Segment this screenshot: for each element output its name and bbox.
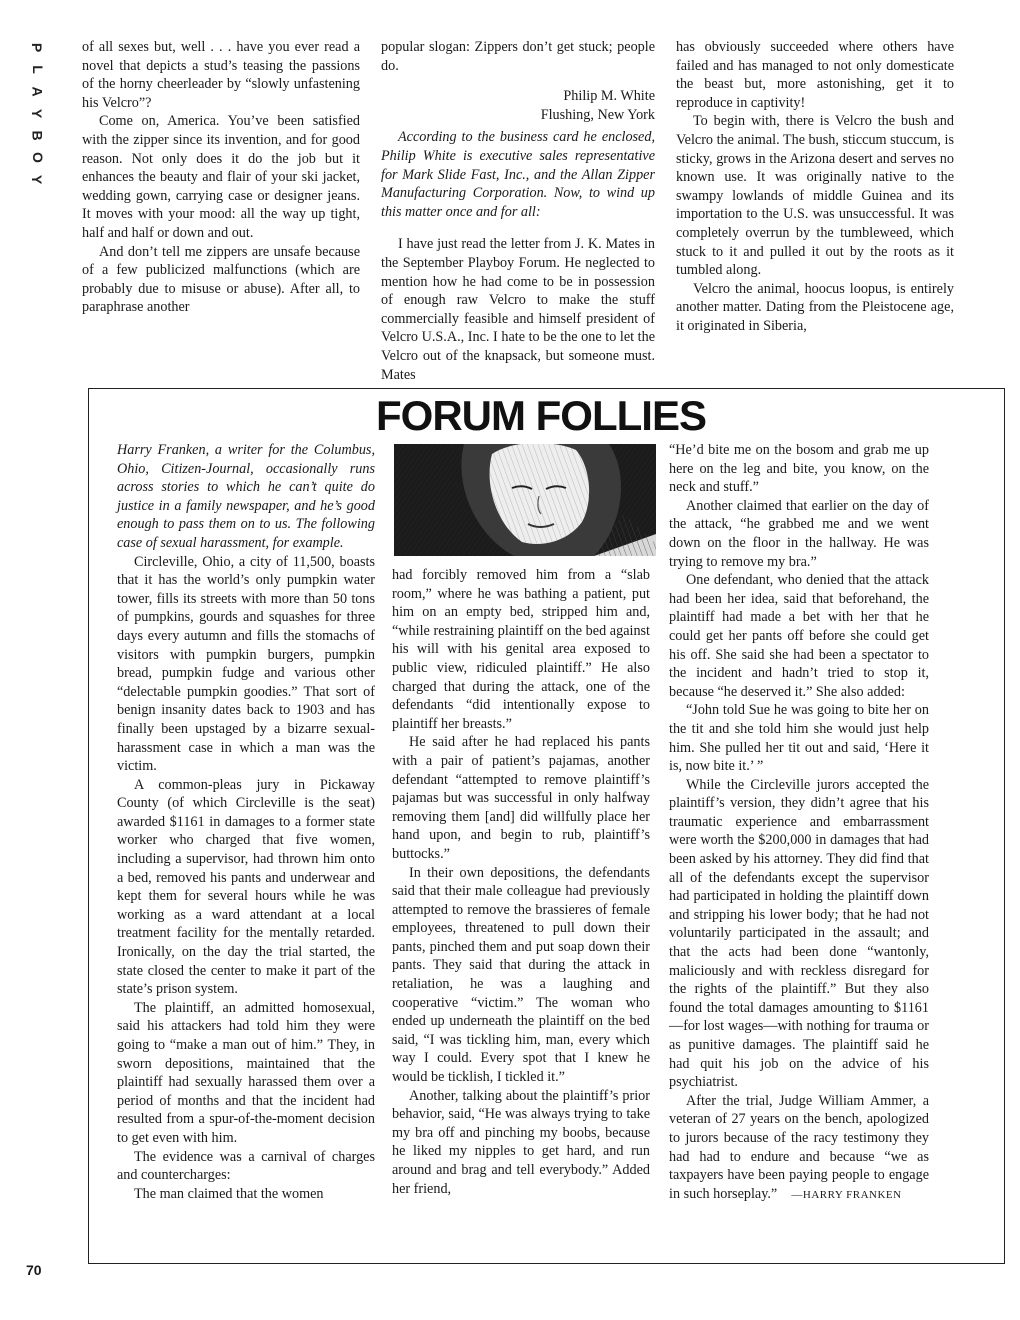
editor-note: According to the business card he enclosed, Philip White is executive sales representative for Mark Slide Fast, Inc., and the Allan Zipper Manufacturing Corporation. Now, to wind up this matter once and for all:	[381, 129, 655, 220]
paragraph: One defendant, who denied that the attack had been her idea, said that beforehand, the plaintiff had made a bet with her that he could get her pants off before she could get his off. She said she had been a spectator to the incident and hadn’t tried to stop it, because “he deserved it.” She also added:	[669, 572, 929, 700]
woman-illustration	[394, 444, 656, 556]
paragraph: A common-pleas jury in Pickaway County (of which Circleville is the seat) awarded $1161 in damages to a former state worker who charged that five women, including a supervisor, had thrown him onto a bed, removed his pants and underwear and kept them for several hours while he was working as a ward attendant at a local treatment facility for the mentally retarded. Ironically, on the day the trial started, the state closed the center to make it part of the state’s prison system.	[117, 776, 375, 998]
paragraph: To begin with, there is Velcro the bush and Velcro the animal. The bush, sticcum stuccum, is sticky, grows in the Arizona desert and serves no known use. It was originally native to the swampy lowlands of middle Guinea and its importation to the U.S. was unsuccessful. It was completely overrun by the tumbleweed, which stuck to it and pulled it out by the roots as it tumbled along.	[676, 113, 954, 279]
magazine-letter: L	[29, 65, 46, 74]
paragraph-text: After the trial, Judge William Ammer, a veteran of 27 years on the bench, apologized to jurors because of the racy testimony they had had to endure and because “we as taxpayers have been paying people to engage in such horseplay.”	[669, 1092, 929, 1202]
paragraph: Another claimed that earlier on the day of the attack, “he grabbed me and we went down on the floor in the hallway. He was trying to remove my bra.”	[669, 497, 929, 570]
page-number: 70	[26, 1262, 42, 1278]
paragraph	[669, 1092, 929, 1205]
paragraph: had forcibly removed him from a “slab room,” where he was bathing a patient, put him on an empty bed, stripped him and, “while restraining plaintiff on the bed against his will with his genital area exposed to public view, ridiculed plaintiff.” He also charged that during the attack, one of the defendants “did intentionally expose to plaintiff her breasts.”	[392, 567, 650, 732]
paragraph: In their own depositions, the defendants said that their male colleague had previously attempted to remove the brassieres of female employees, threatened to pull down their pants, pinched them and put soap down their pants. They said that during the attack in retaliation, he was a laughing and cooperative “victim.” The woman who ended up underneath the plaintiff on the bed said, “I was tickling him, man, every which way I could. Every spot that I knew he would be ticklish, I tickled it.”	[392, 864, 650, 1086]
magazine-letter: Y	[29, 108, 46, 119]
signature-place: Flushing, New York	[540, 106, 655, 123]
signature-name: Philip M. White	[563, 88, 655, 105]
paragraph: He said after he had replaced his pants with a pair of patient’s pajamas, another defendant “attempted to remove plaintiff’s pajamas but was successful in only halfway removing them [and] did willfully place her hand upon, and begin to rub, plaintiff’s buttocks.”	[392, 734, 650, 862]
magazine-letter: Y	[29, 174, 46, 185]
paragraph: Come on, America. You’ve been satisfied with the zipper since its invention, and for good reason. Not only does it do the job but it enhances the beauty and flair of your ski jacket, wedding gown, carrying case or designer jeans. It moves with your mood: all the way up tight, half and half or down and out.	[82, 113, 360, 241]
paragraph: And don’t tell me zippers are unsafe because of a few publicized malfunctions (which are probably due to misuse or abuse). After all, to paraphrase another	[82, 243, 360, 316]
paragraph: Another, talking about the plaintiff’s prior behavior, said, “He was always trying to take my bra off and pinching my boobs, because he liked my nipples to get hard, and run around and brag and tell everybody.” Added her friend,	[392, 1087, 650, 1197]
paragraph: “He’d bite me on the bosom and grab me up here on the leg and bite, you know, on the neck and stuff.”	[669, 442, 929, 496]
paragraph: has obviously succeeded where others have failed and has managed to not only domesticate the beast but, more astonishing, get it to reproduce in captivity!	[676, 39, 954, 111]
letter-column-1	[82, 38, 360, 317]
paragraph: Velcro the animal, hoocus loopus, is entirely another matter. Dating from the Pleistocene age, it originated in Siberia,	[676, 280, 954, 334]
byline: —HARRY FRANKEN	[791, 1188, 902, 1201]
paragraph: I have just read the letter from J. K. Mates in the September Playboy Forum. He neglected to mention how he had come to be in possession of enough raw Velcro to make the stuff commercially feasible and himself president of Velcro U.S.A., Inc. I hate to be the one to let the Velcro out of the knapsack, but someone must. Mates	[381, 236, 655, 383]
letter-column-3	[676, 38, 954, 336]
paragraph: The evidence was a carnival of charges and countercharges:	[117, 1148, 375, 1184]
magazine-letter: P	[29, 42, 46, 53]
paragraph: While the Circleville jurors accepted the plaintiff’s version, they didn’t agree that his traumatic experience and embarrassment were worth the $200,000 in damages that had been asked by his attorney. They did find that all of the defendants except the supervisor had participated in holding the plaintiff down and stripping his lower body; that he had not voluntarily participated in the assault; and that the acts had been done “wantonly, maliciously and with reckless disregard for the rights of the plaintiff.” But they also found the total damages amounting to $1161—for lost wages—with nothing for trauma or as punitive damages. The plaintiff said he had quit his job on the advice of his psychiatrist.	[669, 776, 929, 1091]
paragraph: The man claimed that the women	[134, 1185, 324, 1202]
forum-intro: Harry Franken, a writer for the Columbus, Ohio, Citizen-Journal, occasionally runs across stories to which he can’t quite do justice in a family newspaper, and he’s good enough to pass them on to us. The following case of sexual harassment, for example.	[117, 442, 375, 551]
letter-column-2	[381, 38, 655, 384]
forum-column-3	[669, 441, 929, 1204]
magazine-letter: A	[29, 86, 46, 97]
paragraph: The plaintiff, an admitted homosexual, said his attackers had told him they were going to “make a man out of him.” They, in sworn depositions, maintained that the plaintiff had sexually harassed them over a period of months and that the incident had resulted from a spur-of-the-moment decision to get even with him.	[117, 999, 375, 1146]
forum-column-1	[117, 441, 375, 1203]
magazine-name	[22, 40, 52, 187]
magazine-letter: O	[29, 152, 46, 163]
forum-column-2	[392, 566, 650, 1198]
paragraph: “John told Sue he was going to bite her on the tit and she told him she would just help him. She pulled her tit out and said, ‘Here it is, now bite it.’ ”	[669, 702, 929, 775]
paragraph: popular slogan: Zippers don’t get stuck; people do.	[381, 39, 655, 74]
magazine-letter: B	[29, 130, 46, 141]
paragraph: of all sexes but, well . . . have you ever read a novel that depicts a stud’s teasing the passions of the horny cheerleader by “slowly unfastening his Velcro”?	[82, 39, 360, 111]
forum-follies-headline: FORUM FOLLIES	[376, 392, 706, 439]
paragraph: Circleville, Ohio, a city of 11,500, boasts that it has the world’s only pumpkin water tower, fills its streets with more than 50 tons of pumpkins, gourds and squashes for three days every autumn and fills the stomachs of visitors with pumpkin burgers, pumpkin bread, pumpkin fudge and various other “delectable pumpkin goodies.” That sort of benign insanity dates back to 1903 and has finally been upstaged by a bizarre sexual-harassment case in which a man was the victim.	[117, 553, 375, 775]
